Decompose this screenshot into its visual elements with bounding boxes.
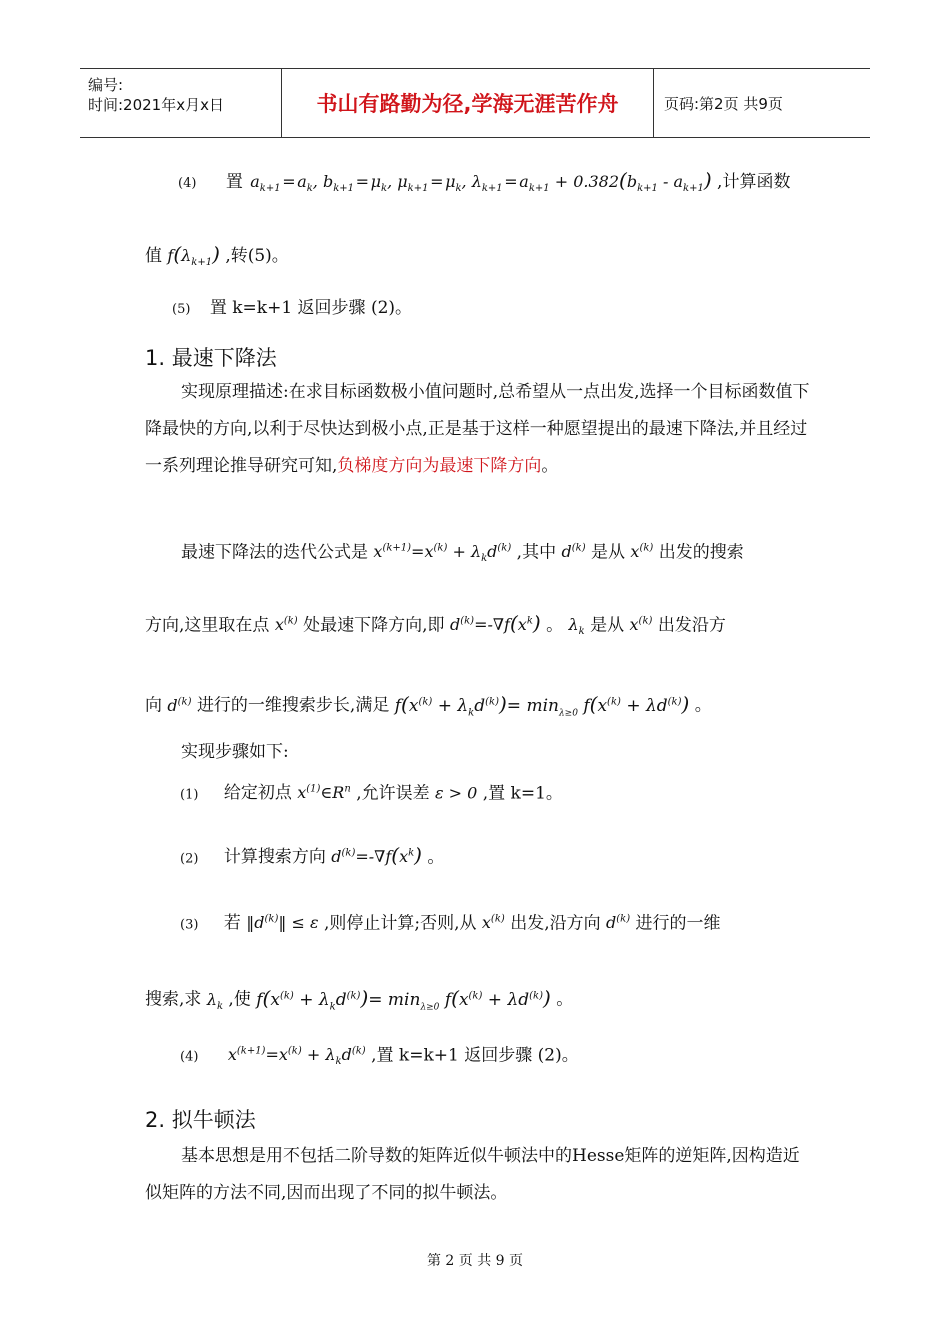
section-2-title: 2. 拟牛顿法 xyxy=(145,1108,256,1132)
text-segment: 。 xyxy=(556,989,574,1010)
text-segment: 若 xyxy=(223,913,241,934)
line-tail: ,转(5)。 xyxy=(225,246,289,266)
page-footer: 第 2 页 共 9 页 xyxy=(426,1253,524,1269)
section-1-paragraph xyxy=(145,374,810,485)
text-segment: 是从 xyxy=(591,542,626,563)
text-segment: 搜索,求 xyxy=(145,989,202,1010)
text-segment: 出发沿方 xyxy=(657,615,726,636)
text-segment: 是从 xyxy=(590,615,625,636)
text-segment: 出发,沿方向 xyxy=(510,913,601,934)
step4-top-line xyxy=(178,168,790,201)
section-2-paragraph: 基本思想是用不包括二阶导数的矩阵近似牛顿法中的Hesse矩阵的逆矩阵,因构造近似矩阵的方法不同,因而出现了不同的拟牛顿法。 xyxy=(145,1146,800,1203)
text-segment: 计算搜索方向 xyxy=(223,847,326,868)
formula-interval-update: $a_{k+1}$ = $a_k$, $b_{k+1}$ = $\mu_k$, $\mu_{k+1}$ = $\mu_k$, $\lambda_{k+1}$ = $a_{k+1} + 0.382(b_{k+1} - a_{k+1})$ xyxy=(250,168,712,195)
page-header xyxy=(80,68,870,138)
header-page-label: 页码:第2页 共9页 xyxy=(664,94,783,113)
text-segment: 最速下降法的迭代公式是 xyxy=(181,542,368,563)
text-segment: ,置 k=1。 xyxy=(482,783,563,804)
text-segment: 。 xyxy=(427,847,445,868)
formula-stop-criterion: $‖d^{(k)}‖ \le \varepsilon$ xyxy=(246,913,319,933)
formula-gradient: $d^{(k)}=-\nabla f(x^k)$ xyxy=(331,843,422,868)
step-number: (3) xyxy=(180,917,199,933)
step-3-line2 xyxy=(145,984,573,1019)
text-segment: ,置 k=k+1 返回步骤 (2)。 xyxy=(371,1045,579,1066)
formula-lambda-k: $\lambda_k$ xyxy=(206,989,224,1012)
formula-xk: $x^{(k)}$ xyxy=(629,615,653,635)
text-segment: 给定初点 xyxy=(223,783,292,804)
step-1-line xyxy=(180,778,563,807)
formula-lambda-k: $\lambda_k$ xyxy=(568,615,585,638)
formula-dk: $d^{(k)}$ xyxy=(606,913,631,933)
text-segment: ,使 xyxy=(228,989,251,1010)
formula-iteration: $x^{(k+1)}=x^{(k)} + \lambda_kd^{(k)}$ xyxy=(227,1045,366,1068)
direction-line xyxy=(145,610,726,645)
step-4-line xyxy=(180,1040,579,1075)
section-1-title: 1. 最速下降法 xyxy=(145,346,277,370)
paragraph-end: 。 xyxy=(541,456,559,476)
text-segment: 进行的一维 xyxy=(635,913,721,934)
header-motto: 书山有路勤为径,学海无涯苦作舟 xyxy=(282,69,654,137)
formula-xk: $x^{(k)}$ xyxy=(630,542,654,562)
text-segment: 方向,这里取在点 xyxy=(145,615,270,636)
text-segment: ,允许误差 xyxy=(356,783,430,804)
formula-f-lambda: $f(\lambda_{k+1})$ xyxy=(167,242,220,269)
step-text: 置 k=k+1 返回步骤 (2)。 xyxy=(209,298,413,318)
text-segment: ,其中 xyxy=(516,542,557,563)
step-number: (5) xyxy=(172,302,191,317)
formula-dk: $d^{(k)}$ xyxy=(561,542,586,562)
text-segment: 出发的搜索 xyxy=(658,542,744,563)
formula-xk: $x^{(k)}$ xyxy=(481,913,505,933)
step-number: (4) xyxy=(178,176,197,191)
text-segment: 向 xyxy=(145,695,162,716)
number-label: 编号: xyxy=(88,76,124,94)
text-segment: 进行的一维搜索步长,满足 xyxy=(196,695,390,716)
formula-iteration: $x^{(k+1)}=x^{(k)} + \lambda_kd^{(k)}$ xyxy=(373,542,512,565)
formula-dk: $d^{(k)}$ xyxy=(167,695,192,715)
step-tail: ,计算函数 xyxy=(717,172,791,192)
text-segment: 处最速下降方向,即 xyxy=(303,615,445,636)
text-segment: ,则停止计算;否则,从 xyxy=(323,913,477,934)
step-number: (2) xyxy=(180,851,199,867)
step5-top-line xyxy=(172,296,412,322)
highlight-text: 负梯度方向为最速下降方向 xyxy=(337,456,542,476)
text-segment: 。 xyxy=(694,695,712,716)
step4-top-line2 xyxy=(145,242,289,275)
formula-initial-point: $x^{(1)}\in R^n$ xyxy=(297,783,351,803)
formula-line-search: $f(x^{(k)} + \lambda_kd^{(k)})= \min_{\lambda\ge 0} f(x^{(k)} + \lambda d^{(k)})$ xyxy=(394,691,690,719)
step-3-line xyxy=(180,908,721,937)
line-start: 值 xyxy=(145,246,162,266)
step-number: (4) xyxy=(180,1049,199,1065)
header-left-cell xyxy=(80,69,282,137)
formula-xk: $x^{(k)}$ xyxy=(274,615,298,635)
paragraph-text: 实现原理描述:在求目标函数极小值问题时,总希望从一点出发,选择一个目标函数值下降最快的方向,以利于尽快达到极小点,正是基于这样一种愿望提出的最速下降法,并且经过一系列理论推导研究可知, xyxy=(145,382,810,476)
steps-title: 实现步骤如下: xyxy=(181,742,289,762)
text-segment: 。 xyxy=(546,615,564,636)
step-text: 置 xyxy=(225,172,243,192)
step-2-line xyxy=(180,842,444,871)
formula-line-search: $f(x^{(k)} + \lambda_kd^{(k)})= \min_{\lambda\ge 0} f(x^{(k)} + \lambda d^{(k)})$ xyxy=(256,985,551,1013)
iteration-formula-line xyxy=(181,537,744,572)
step-number: (1) xyxy=(180,787,199,803)
formula-epsilon: ε > 0 xyxy=(435,783,478,803)
formula-gradient: $d^{(k)}=-\nabla f(x^k)$ xyxy=(449,611,541,636)
time-label: 时间:2021年x月x日 xyxy=(88,96,224,114)
step-length-line xyxy=(145,690,712,725)
